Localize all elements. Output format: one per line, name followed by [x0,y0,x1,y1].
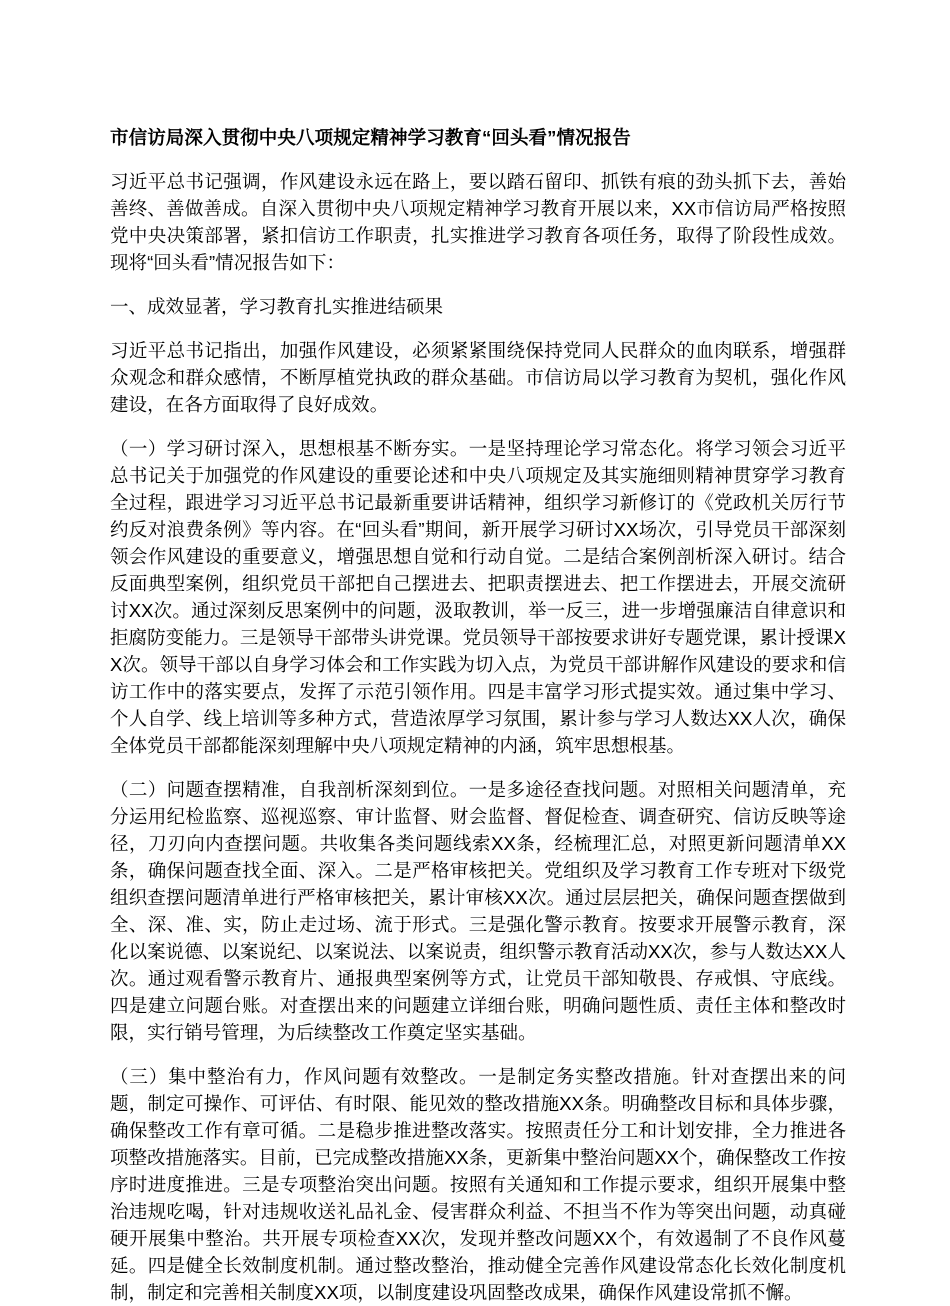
subsection-paragraph-1: （一）学习研讨深入，思想根基不断夯实。一是坚持理论学习常态化。将学习领会习近平总书记关于加强党的作风建设的重要论述和中央八项规定及其实施细则精神贯穿学习教育全过程，跟进学习习近平总书记最新重要讲话精神，组织学习新修订的《党政机关厉行节约反对浪费条例》等内容。在“回头看”期间，新开展学习研讨XX场次，引导党员干部深刻领会作风建设的重要意义，增强思想自觉和行动自觉。二是结合案例剖析深入研讨。结合反面典型案例，组织党员干部把自己摆进去、把职责摆进去、把工作摆进去，开展交流研讨XX次。通过深刻反思案例中的问题，汲取教训，举一反三，进一步增强廉洁自律意识和拒腐防变能力。三是领导干部带头讲党课。党员领导干部按要求讲好专题党课，累计授课XX次。领导干部以自身学习体会和工作实践为切入点，为党员干部讲解作风建设的要求和信访工作中的落实要点，发挥了示范引领作用。四是丰富学习形式提实效。通过集中学习、个人自学、线上培训等多种方式，营造浓厚学习氛围，累计参与学习人数达XX人次，确保全体党员干部都能深刻理解中央八项规定精神的内涵，筑牢思想根基。 [110,438,846,756]
section-heading-1: 一、成效显著，学习教育扎实推进结硕果 [110,296,444,317]
opening-paragraph: 习近平总书记强调，作风建设永远在路上，要以踏石留印、抓铁有痕的劲头抓下去，善始善终、善做善成。自深入贯彻中央八项规定精神学习教育开展以来，XX市信访局严格按照党中央决策部署，紧扣信访工作职责，扎实推进学习教育各项任务，取得了阶段性成效。现将“回头看”情况报告如下： [110,171,846,273]
section-1-intro-paragraph: 习近平总书记指出，加强作风建设，必须紧紧围绕保持党同人民群众的血肉联系，增强群众观念和群众感情，不断厚植党执政的群众基础。市信访局以学习教育为契机，强化作风建设，在各方面取得了良好成效。 [110,340,846,415]
document-body [110,124,846,1306]
page-title: 市信访局深入贯彻中央八项规定精神学习教育“回头看”情况报告 [110,127,631,148]
subsection-paragraph-2: （二）问题查摆精准，自我剖析深刻到位。一是多途径查找问题。对照相关问题清单，充分运用纪检监察、巡视巡察、审计监督、财会监督、督促检查、调查研究、信访反映等途径，刀刃向内查摆问题。共收集各类问题线索XX条，经梳理汇总，对照更新问题清单XX条，确保问题查找全面、深入。二是严格审核把关。党组织及学习教育工作专班对下级党组织查摆问题清单进行严格审核把关，累计审核XX次。通过层层把关，确保问题查摆做到全、深、准、实，防止走过场、流于形式。三是强化警示教育。按要求开展警示教育，深化以案说德、以案说纪、以案说法、以案说责，组织警示教育活动XX次，参与人数达XX人次。通过观看警示教育片、通报典型案例等方式，让党员干部知敬畏、存戒惧、守底线。四是建立问题台账。对查摆出来的问题建立详细台账，明确问题性质、责任主体和整改时限，实行销号管理，为后续整改工作奠定坚实基础。 [110,779,846,1043]
subsection-paragraph-3: （三）集中整治有力，作风问题有效整改。一是制定务实整改措施。针对查摆出来的问题，制定可操作、可评估、有时限、能见效的整改措施XX条。明确整改目标和具体步骤，确保整改工作有章可循。二是稳步推进整改落实。按照责任分工和计划安排，全力推进各项整改措施落实。目前，已完成整改措施XX条，更新集中整治问题XX个，确保整改工作按序时进度推进。三是专项整治突出问题。按照有关通知和工作提示要求，组织开展集中整治违规吃喝，针对违规收送礼品礼金、侵害群众利益、不担当不作为等突出问题，动真碰硬开展集中整治。共开展专项检查XX次，发现并整改问题XX个，有效遏制了不良作风蔓延。四是健全长效制度机制。通过整改整治，推动健全完善作风建设常态化长效化制度机制，制定和完善相关制度XX项，以制度建设巩固整改成果，确保作风建设常抓不懈。 [110,1066,846,1303]
